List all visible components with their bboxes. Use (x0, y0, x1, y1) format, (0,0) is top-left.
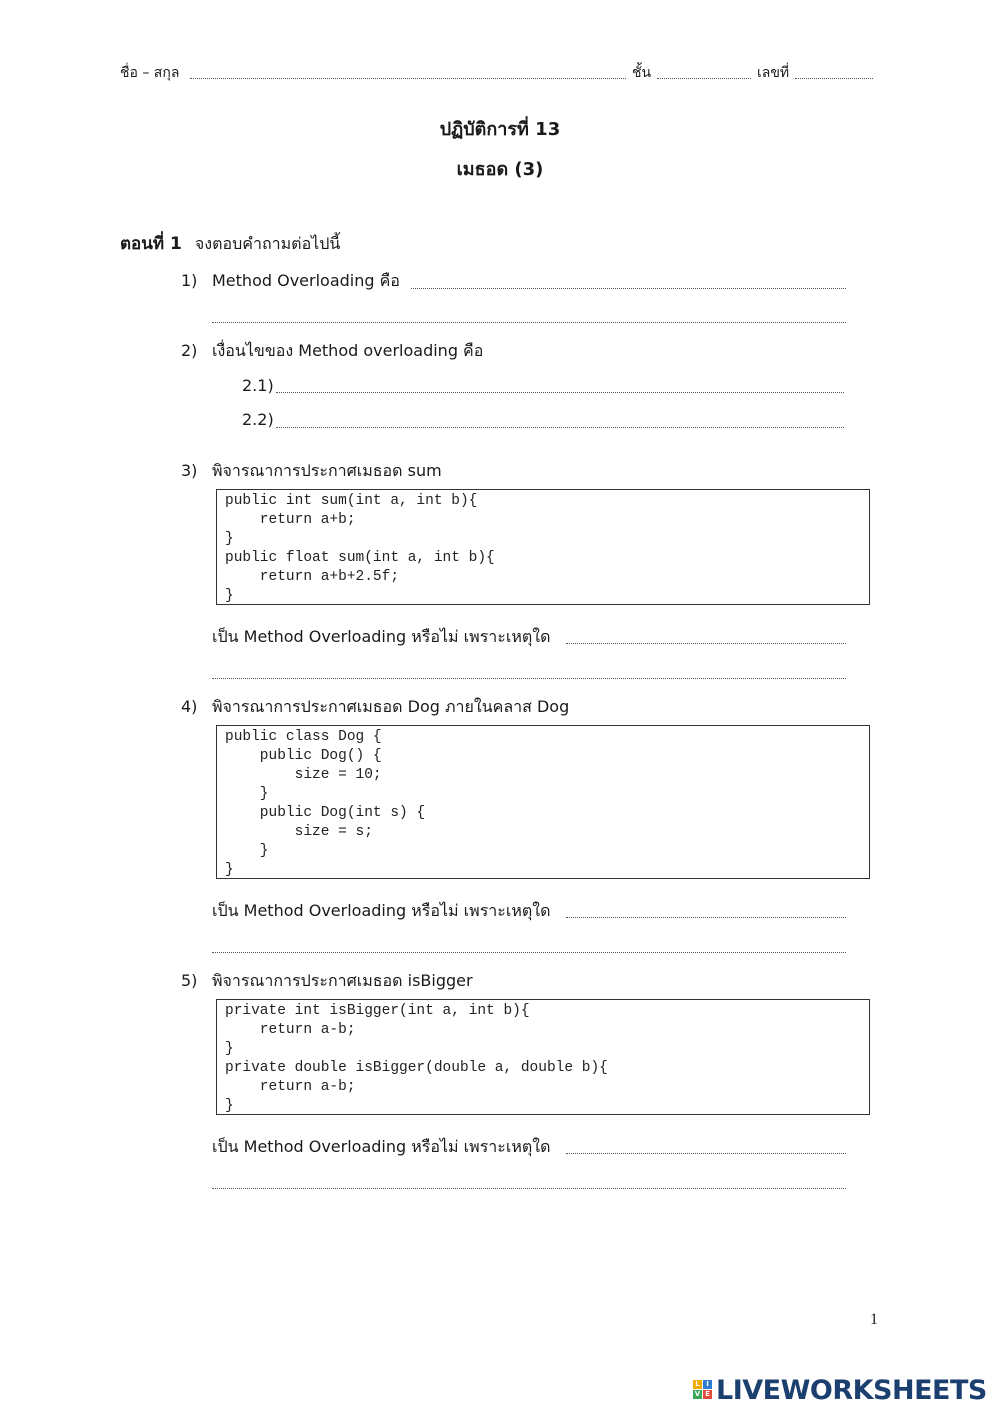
q3-code: public int sum(int a, int b){ return a+b; } public float sum(int a, int b){ return a+b+2.5f; } (225, 493, 495, 604)
q5-text: พิจารณาการประกาศเมธอด isBigger (212, 971, 473, 990)
section-label: ตอนที่ 1 (120, 234, 182, 254)
logo-tile-i: I (703, 1380, 712, 1389)
q2-sub2-label: 2.2) (242, 410, 274, 429)
q3-number: 3) (181, 461, 198, 480)
liveworksheets-logo[interactable] (693, 1374, 993, 1406)
number-input-line[interactable] (795, 78, 873, 79)
logo-tile-v: V (694, 1390, 701, 1398)
q5-answer-line-1[interactable] (566, 1153, 846, 1154)
q1-number: 1) (181, 271, 198, 290)
q1-text: Method Overloading คือ (212, 271, 400, 290)
section-heading (120, 234, 340, 254)
q4-number: 4) (181, 697, 198, 716)
q4-code: public class Dog { public Dog() { size = 10; } public Dog(int s) { size = s; } } (225, 729, 426, 878)
logo-tile-e: E (703, 1390, 712, 1399)
q3-text: พิจารณาการประกาศเมธอด sum (212, 461, 442, 480)
page-number: 1 (870, 1311, 878, 1328)
q3-answer-line-1[interactable] (566, 643, 846, 644)
section-instruction: จงตอบคำถามต่อไปนี้ (194, 234, 341, 253)
q4-code-box (216, 725, 870, 879)
q4-answer-line-1[interactable] (566, 917, 846, 918)
q2-sub1-label: 2.1) (242, 376, 274, 395)
logo-text: LIVEWORKSHEETS (716, 1374, 987, 1406)
q5-number: 5) (181, 971, 198, 990)
q3-code-box (216, 489, 870, 605)
q5-answer-line-2[interactable] (212, 1188, 846, 1189)
q5-code: private int isBigger(int a, int b){ return a-b; } private double isBigger(double a, double b){ return a-b; } (225, 1003, 608, 1114)
q5-answer-prompt: เป็น Method Overloading หรือไม่ เพราะเหตุใด (212, 1137, 551, 1156)
number-label: เลขที่ (757, 65, 790, 81)
q1-answer-line-2[interactable] (212, 322, 846, 323)
class-label: ชั้น (632, 65, 652, 81)
q3-answer-prompt: เป็น Method Overloading หรือไม่ เพราะเหตุใด (212, 627, 551, 646)
q3-answer-line-2[interactable] (212, 678, 846, 679)
logo-tile-l: L (693, 1380, 702, 1389)
name-label: ชื่อ – สกุล (120, 65, 180, 81)
q4-text: พิจารณาการประกาศเมธอด Dog ภายในคลาส Dog (212, 697, 570, 716)
q5-code-box (216, 999, 870, 1115)
class-input-line[interactable] (657, 78, 751, 79)
q2-sub1-answer-line[interactable] (276, 392, 844, 393)
q1-answer-line-1[interactable] (411, 288, 846, 289)
q4-answer-prompt: เป็น Method Overloading หรือไม่ เพราะเหตุใด (212, 901, 551, 920)
q2-sub2-answer-line[interactable] (276, 427, 844, 428)
page-title: ปฏิบัติการที่ 13 (439, 119, 561, 140)
q2-number: 2) (181, 341, 198, 360)
q2-text: เงื่อนไขของ Method overloading คือ (212, 341, 484, 360)
q4-answer-line-2[interactable] (212, 952, 846, 953)
name-input-line[interactable] (190, 78, 626, 79)
logo-grid-icon (693, 1380, 713, 1400)
page-subtitle: เมธอด (3) (456, 159, 544, 180)
